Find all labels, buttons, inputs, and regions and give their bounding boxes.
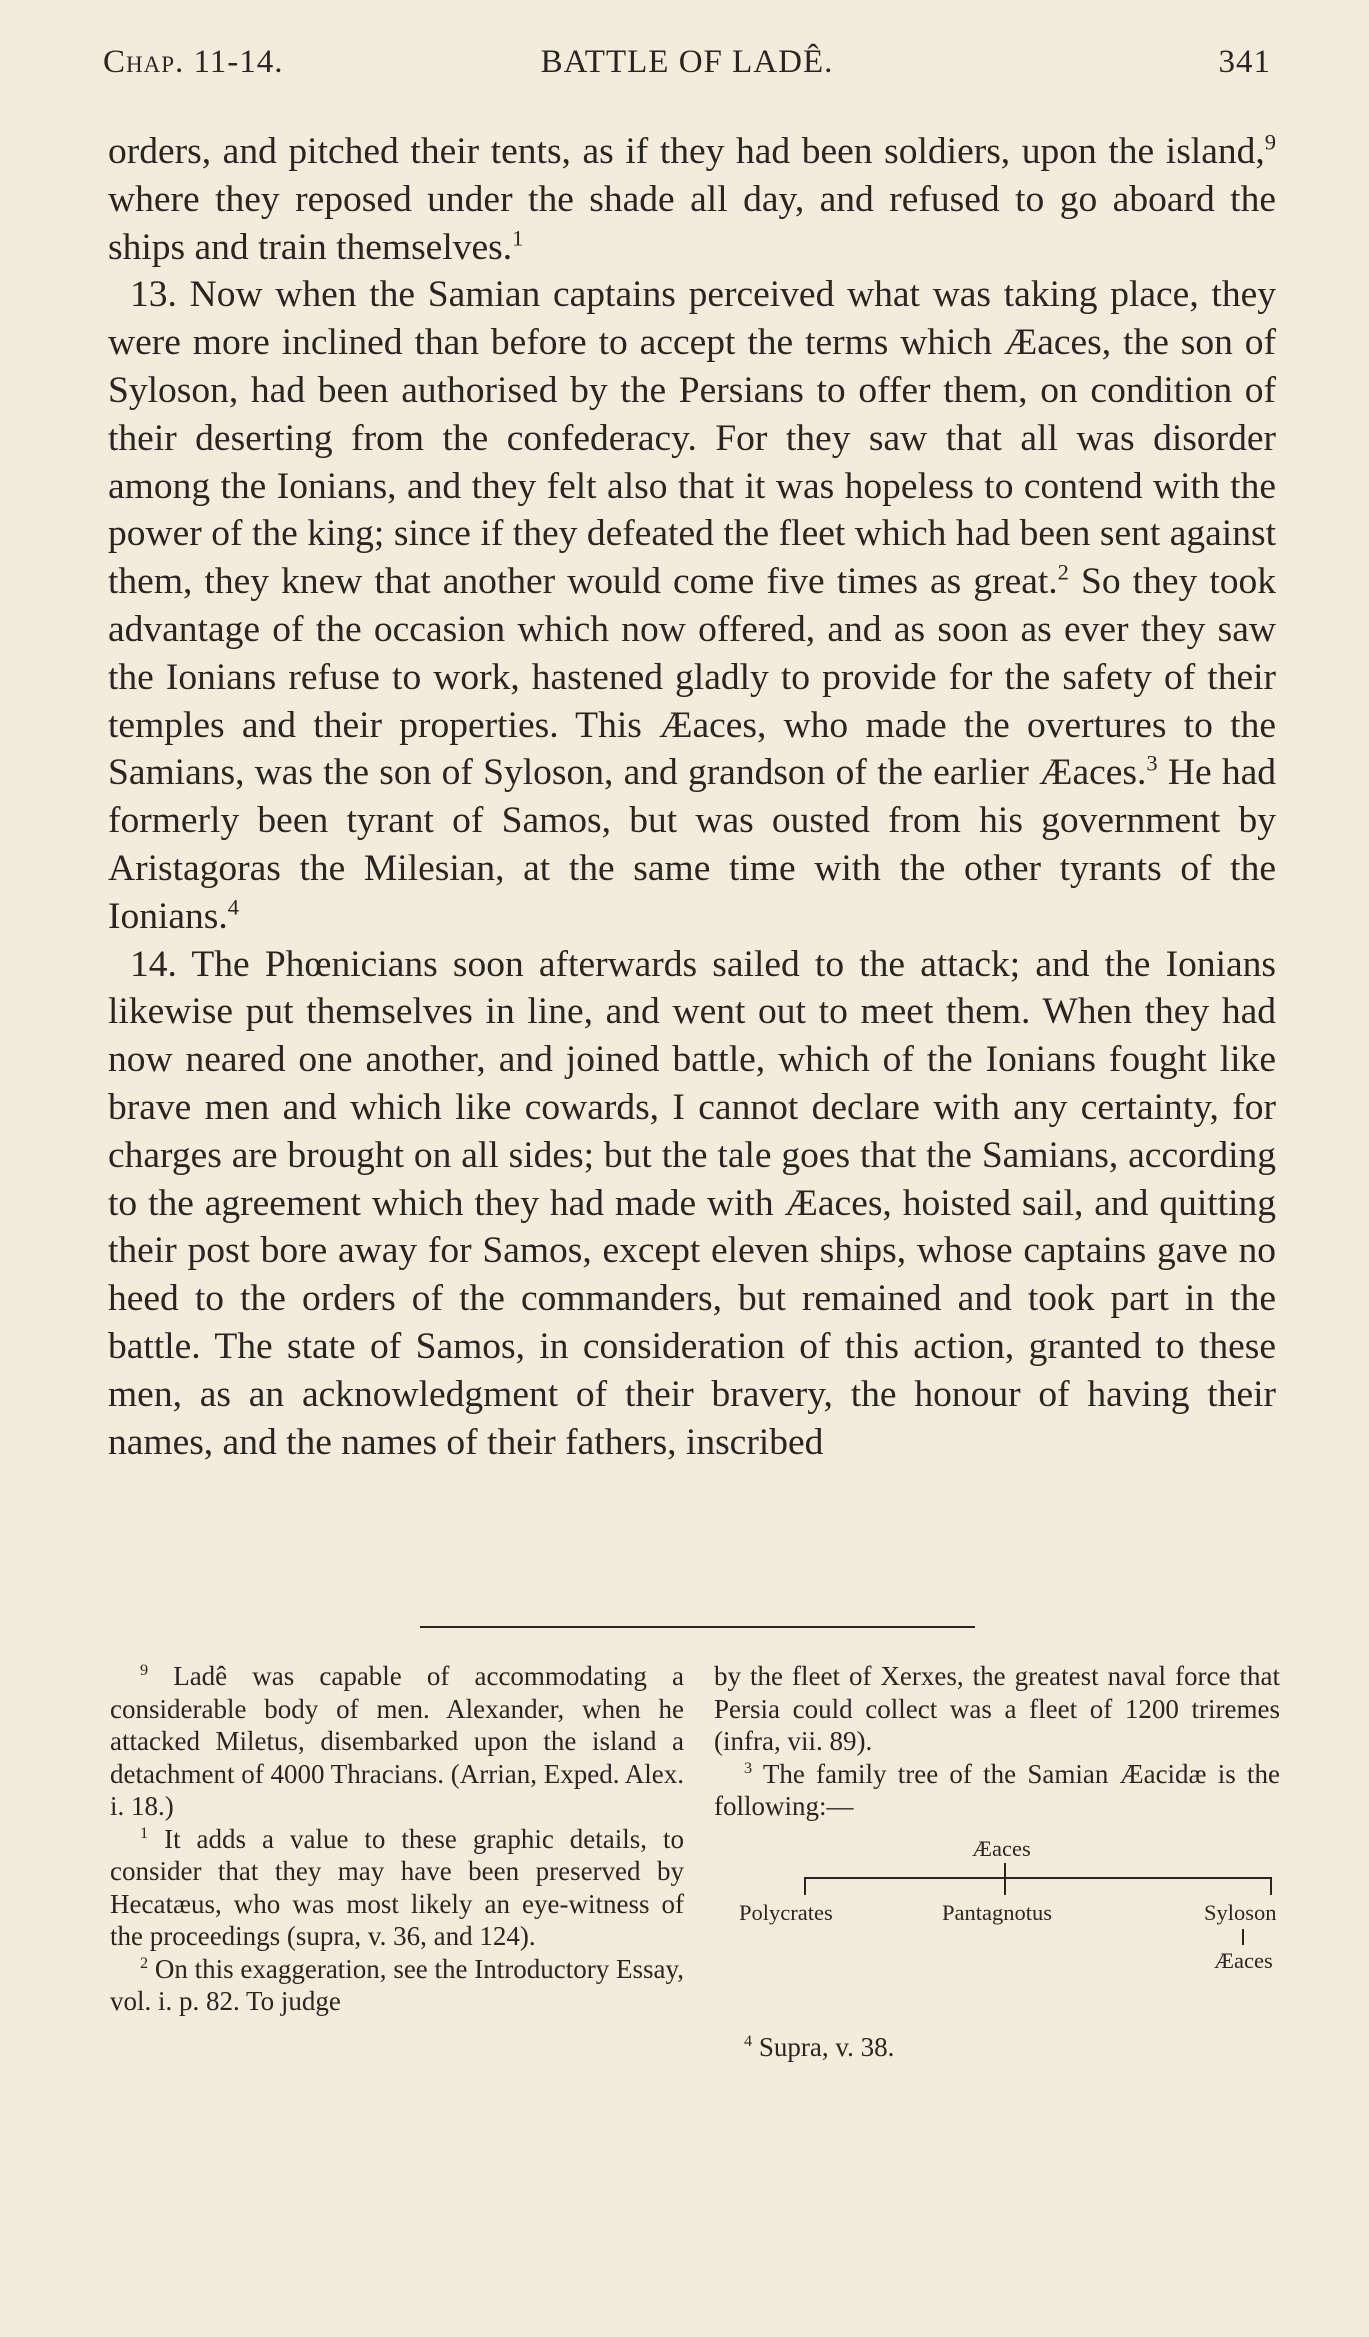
footnote-2-continued: by the fleet of Xerxes, the greatest naval force that Persia could collect was a fleet of 1200 triremes (infra, vii. 89). — [714, 1661, 1280, 1756]
tree-child-polycrates: Polycrates — [739, 1899, 833, 1925]
tree-line — [1004, 1863, 1006, 1877]
tree-grandchild: Æaces — [1214, 1947, 1273, 1973]
footnote-text: Supra, v. 38. — [758, 2031, 895, 2062]
text-run: orders, and pitched their tents, as if they had been soldiers, upon the island, — [108, 131, 1265, 172]
paragraph-continued — [108, 128, 1276, 271]
text-run: He had formerly been tyrant of Samos, but was ousted from his government by Aristagoras the Milesian, at the same time with the other tyrants of the Ionians. — [108, 752, 1276, 937]
footnote-text: The family tree of the Samian Æacidæ is the following:— — [714, 1758, 1281, 1821]
footnote-mark: 9 — [140, 1661, 149, 1679]
chapter-reference: Chap. 11-14. — [103, 44, 284, 80]
footnote-ref: 9 — [1264, 129, 1276, 155]
tree-root: Æaces — [972, 1835, 1031, 1861]
footnote-text: Ladê was capable of accommodating a considerable body of men. Alexander, when he attacked Miletus, disembarked upon the island a detachment of 4000 Thracians. (Arrian, Exped. Alex. i. 18.) — [110, 1661, 685, 1821]
footnote-ref: 1 — [512, 225, 524, 251]
footnote-mark: 2 — [140, 1953, 149, 1972]
tree-line — [1242, 1929, 1244, 1945]
tree-child-pantagnotus: Pantagnotus — [942, 1899, 1052, 1925]
footnote-column-left — [110, 1660, 684, 2018]
footnote-2 — [110, 1953, 684, 2018]
tree-child-syloson: Syloson — [1204, 1899, 1277, 1925]
footnote-1 — [110, 1823, 684, 1953]
paragraph-14 — [108, 941, 1276, 1467]
tree-line — [804, 1877, 1272, 1879]
main-text — [108, 128, 1276, 1466]
footnote-ref: 2 — [1057, 559, 1069, 585]
text-run: So they took advantage of the occasion which now offered, and as soon as ever they saw the Ionians refuse to work, hastened gladly to provide for the safety of their temples and their properties. This Æaces, who made the overtures to the Samians, was the son of Syloson, and grandson of the earlier Æaces. — [108, 561, 1276, 794]
running-title: BATTLE OF LADÊ. — [540, 44, 834, 80]
text-run: 13. Now when the Samian captains perceived what was taking place, they were more inclined than before to accept the terms which Æaces, the son of Syloson, had been authorised by the Persians to offer them, on condition of their deserting from the confederacy. For they saw that all was disorder among the Ionians, and they felt also that it was hopeless to contend with the power of the king; since if they defeated the fleet which had been sent against them, they knew that another would come five times as great. — [108, 274, 1276, 603]
footnote-column-right — [714, 1660, 1280, 2063]
footnote-divider — [420, 1626, 975, 1628]
footnote-4 — [714, 2031, 1280, 2064]
footnote-ref: 4 — [227, 894, 240, 920]
text-run: 14. The Phœnicians soon afterwards sailed to the attack; and the Ionians likewise put themselves in line, and went out to meet them. When they had now neared one another, and joined battle, which of the Ionians fought like brave men and which like cowards, I cannot declare with any certainty, for charges are brought on all sides; but the tale goes that the Samians, according to the agreement which they had made with Æaces, hoisted sail, and quitting their post bore away for Samos, except eleven ships, whose captains gave no heed to the orders of the commanders, but remained and took part in the battle. The state of Samos, in consideration of this action, granted to these men, as an acknowledgment of their bravery, the honour of having their names, and the names of their fathers, inscribed — [108, 943, 1276, 1463]
footnote-text: It adds a value to these graphic details, to consider that they may have been preserved by Hecatæus, who was most likely an eye-witness of the proceedings (supra, v. 36, and 124). — [110, 1823, 685, 1951]
page-number: 341 — [1218, 44, 1271, 80]
tree-line — [1004, 1877, 1006, 1895]
family-tree — [714, 1831, 1280, 2031]
footnote-text: On this exaggeration, see the Introductory Essay, vol. i. p. 82. To judge — [110, 1953, 684, 2016]
footnote-3 — [714, 1758, 1280, 1823]
footnote-mark: 3 — [744, 1758, 753, 1777]
tree-line — [1270, 1877, 1272, 1895]
running-header — [103, 44, 1271, 88]
footnote-9 — [110, 1660, 684, 1823]
footnote-mark: 4 — [744, 2031, 753, 2050]
footnote-ref: 3 — [1146, 750, 1158, 776]
paragraph-13 — [108, 271, 1276, 940]
text-run: where they reposed under the shade all day, and refused to go aboard the ships and train themselves. — [108, 178, 1276, 268]
tree-line — [804, 1877, 806, 1895]
footnote-mark: 1 — [140, 1823, 149, 1842]
